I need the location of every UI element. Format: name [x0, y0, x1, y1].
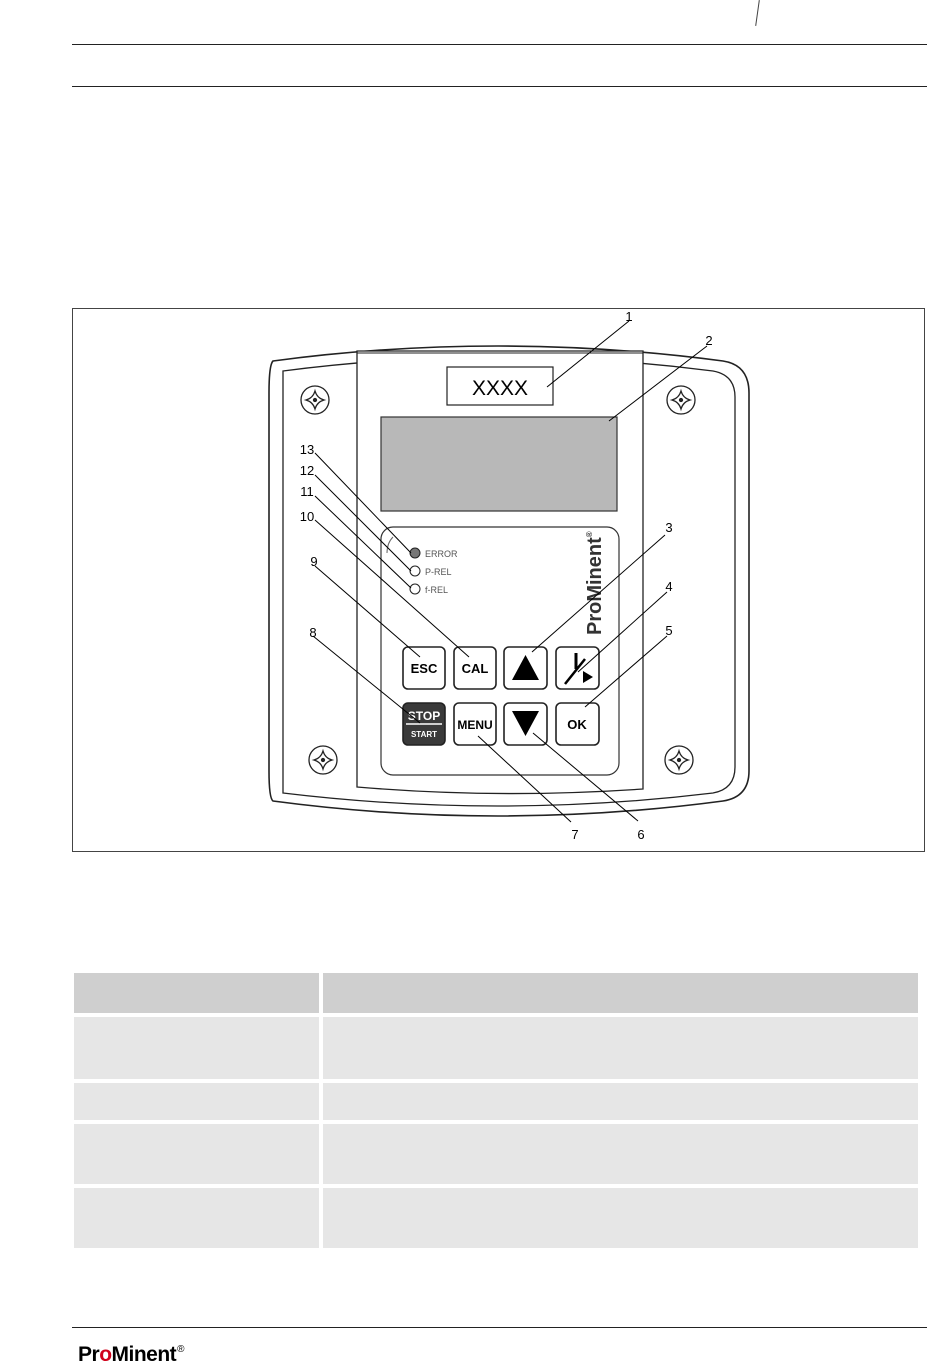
device-label: XXXX — [471, 377, 529, 400]
table-cell — [74, 1188, 319, 1248]
table-cell — [323, 1017, 918, 1079]
table-header-cell — [74, 973, 319, 1013]
callout-11: 11 — [300, 484, 314, 499]
brand-logo: ProMinent® — [584, 531, 606, 635]
callout-6: 6 — [637, 827, 645, 842]
header-top-rule — [72, 44, 927, 45]
callout-1: 1 — [625, 309, 633, 324]
lcd-display — [381, 417, 617, 511]
stop-key-label: STOP — [407, 709, 441, 723]
footer-rule — [72, 1327, 927, 1328]
callout-7: 7 — [571, 827, 579, 842]
table-row — [74, 1124, 918, 1184]
screw-icon — [665, 746, 693, 774]
callout-12: 12 — [299, 463, 315, 478]
table-cell — [74, 1124, 319, 1184]
start-key-label: START — [410, 730, 438, 739]
esc-key-label: ESC — [410, 661, 438, 676]
ok-key-label: OK — [567, 717, 587, 732]
header-bottom-rule — [72, 86, 927, 87]
table-cell — [323, 1188, 918, 1248]
error-led — [410, 548, 420, 558]
control-panel-figure — [73, 309, 926, 853]
table-header-row — [74, 973, 918, 1013]
screw-icon — [301, 386, 329, 414]
table-row — [74, 1017, 918, 1079]
table-cell — [74, 1017, 319, 1079]
led-label-f-rel: f-REL — [425, 585, 449, 595]
key-description-table — [70, 969, 922, 1252]
table-cell — [323, 1083, 918, 1120]
figure-frame — [72, 308, 925, 852]
led-label-p-rel: P-REL — [425, 567, 452, 577]
menu-key-label: MENU — [457, 718, 493, 732]
page-corner-mark — [755, 0, 760, 26]
led-label-error: ERROR — [425, 549, 458, 559]
p-rel-led — [410, 566, 420, 576]
table-cell — [74, 1083, 319, 1120]
table-cell — [323, 1124, 918, 1184]
callout-5: 5 — [665, 623, 673, 638]
table-row — [74, 1188, 918, 1248]
cal-key-label: CAL — [461, 661, 489, 676]
table-header-cell — [323, 973, 918, 1013]
callout-10: 10 — [299, 509, 315, 524]
table-row — [74, 1083, 918, 1120]
screw-icon — [309, 746, 337, 774]
screw-icon — [667, 386, 695, 414]
f-rel-led — [410, 584, 420, 594]
callout-3: 3 — [665, 520, 673, 535]
callout-9: 9 — [310, 554, 318, 569]
callout-2: 2 — [705, 333, 713, 348]
footer-logo: ProMinent® — [78, 1343, 185, 1366]
callout-8: 8 — [309, 625, 317, 640]
callout-13: 13 — [299, 442, 315, 457]
callout-4: 4 — [665, 579, 673, 594]
